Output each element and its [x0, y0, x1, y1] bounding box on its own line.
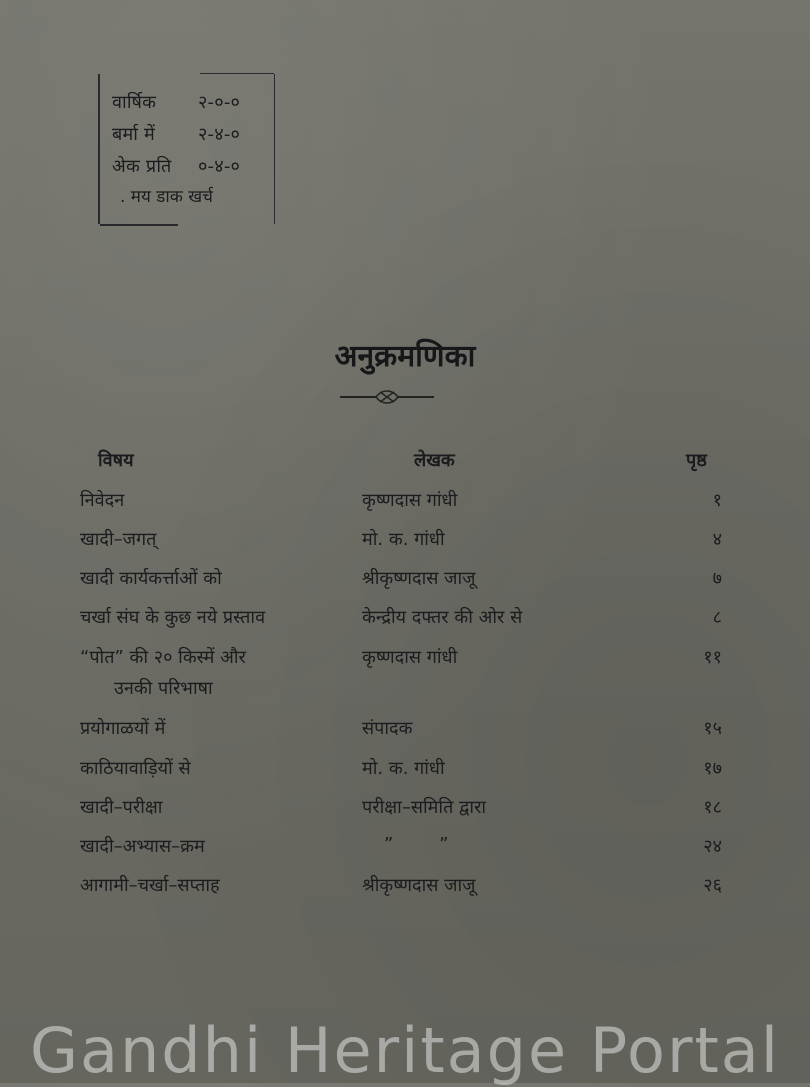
entry-author: कृष्णदास गांधी: [362, 647, 458, 668]
entry-page: २६: [703, 875, 722, 896]
contents-row-continuation: [0, 676, 810, 706]
entry-page: १: [712, 490, 722, 511]
entry-author-ditto: ” ”: [384, 834, 449, 855]
contents-row: [0, 566, 810, 596]
entry-author: कृष्णदास गांधी: [362, 490, 458, 511]
price-row-single-copy: [112, 154, 240, 178]
price-label: अेक प्रति: [112, 156, 172, 177]
contents-row: [0, 756, 810, 786]
entry-subject: खादी कार्यकर्त्ताओं को: [80, 568, 222, 589]
price-label: वार्षिक: [112, 92, 157, 113]
entry-page: ४: [712, 529, 722, 550]
entry-page: ७: [712, 568, 722, 589]
header-subject: विषय: [98, 450, 134, 471]
entry-subject: प्रयोगाळयों में: [80, 718, 166, 739]
header-author: लेखक: [414, 450, 455, 471]
contents-row: [0, 873, 810, 903]
entry-subject-continued: उनकी परिभाषा: [114, 678, 213, 699]
entry-page: १८: [703, 797, 722, 818]
entry-page: २४: [703, 836, 722, 857]
entry-page: १७: [703, 758, 722, 779]
watermark: Gandhi Heritage Portal: [29, 1014, 781, 1087]
entry-author: श्रीकृष्णदास जाजू: [362, 875, 476, 896]
entry-subject: खादी–जगत्: [80, 529, 157, 550]
contents-row: [0, 795, 810, 825]
price-amount: ०-४-०: [198, 156, 241, 177]
entry-subject: खादी–अभ्यास–क्रम: [80, 836, 205, 857]
entry-subject: निवेदन: [80, 490, 125, 511]
entry-subject: खादी–परीक्षा: [80, 797, 163, 818]
price-amount: २-०-०: [198, 92, 241, 113]
box-top-rule: [200, 73, 274, 74]
postage-note: . मय डाक खर्च: [120, 187, 213, 207]
subscription-price-box: [98, 74, 275, 224]
entry-subject: चर्खा संघ के कुछ नये प्रस्ताव: [80, 607, 266, 628]
contents-row: [0, 645, 810, 675]
price-amount: २-४-०: [198, 124, 241, 145]
header-page: पृष्ठ: [686, 450, 707, 471]
box-bottom-rule: [100, 224, 178, 226]
contents-row: [0, 605, 810, 635]
price-row-annual: [112, 90, 240, 114]
contents-row: [0, 527, 810, 557]
entry-author: मो. क. गांधी: [362, 529, 445, 550]
entry-author: संपादक: [362, 718, 413, 739]
contents-row: [0, 716, 810, 746]
contents-row: [0, 488, 810, 518]
entry-subject: “पोत” की २० किस्में और: [80, 647, 246, 668]
price-row-burma: [112, 122, 240, 146]
entry-page: १५: [703, 718, 722, 739]
entry-author: परीक्षा–समिति द्वारा: [362, 797, 487, 818]
entry-author: श्रीकृष्णदास जाजू: [362, 568, 476, 589]
entry-page: ११: [703, 647, 722, 668]
contents-row: [0, 834, 810, 864]
price-label: बर्मा में: [112, 124, 155, 145]
entry-author: केन्द्रीय दफ्तर की ओर से: [362, 607, 523, 628]
title-ornament: [340, 386, 434, 408]
entry-page: ८: [712, 607, 722, 628]
contents-title: अनुक्रमणिका: [334, 339, 476, 374]
entry-author: मो. क. गांधी: [362, 758, 445, 779]
entry-subject: काठियावाड़ियों से: [80, 758, 191, 779]
entry-subject: आगामी–चर्खा–सप्ताह: [80, 875, 220, 896]
